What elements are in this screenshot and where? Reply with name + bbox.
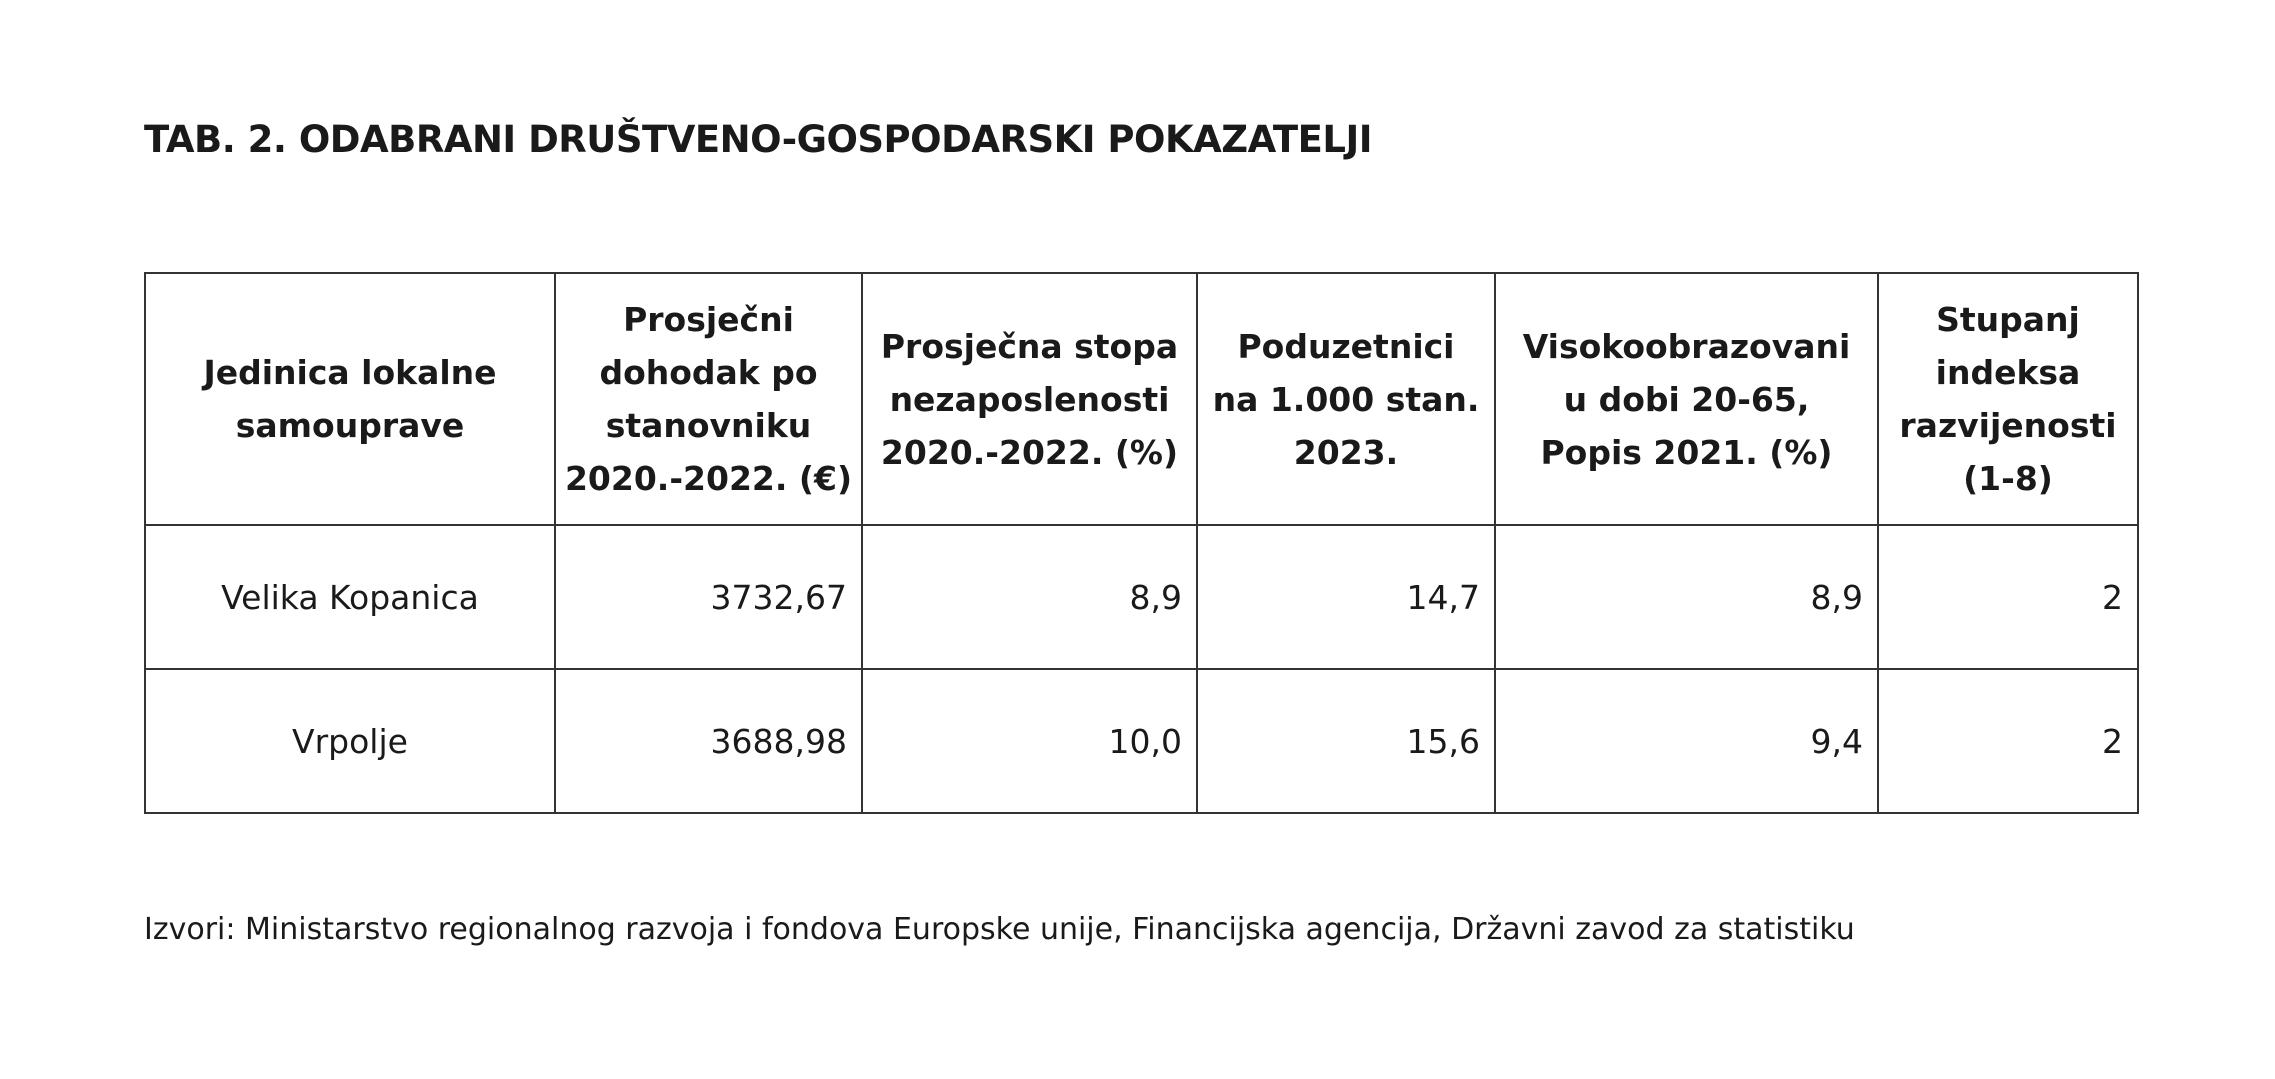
header-local-unit	[145, 273, 555, 525]
header-line: 2020.-2022. (%)	[880, 432, 1179, 472]
header-line: Prosječna stopa	[880, 326, 1179, 366]
cell-unemployment-rate: 8,9	[862, 525, 1197, 669]
header-line: Popis 2021. (%)	[1540, 432, 1833, 472]
header-line: Poduzetnici	[1237, 326, 1455, 366]
header-line: u dobi 20-65,	[1563, 379, 1810, 419]
cell-entrepreneurs: 15,6	[1197, 669, 1495, 813]
indicators-table	[144, 272, 2139, 814]
cell-average-income: 3732,67	[555, 525, 862, 669]
header-entrepreneurs	[1197, 273, 1495, 525]
cell-unemployment-rate: 10,0	[862, 669, 1197, 813]
header-development-index	[1878, 273, 2138, 525]
header-line: dohodak po	[599, 353, 818, 392]
header-line: Jedinica lokalne	[203, 353, 497, 392]
header-row	[145, 273, 2138, 525]
header-line: samouprave	[235, 406, 465, 445]
source-note: Izvori: Ministarstvo regionalnog razvoja i fondova Europske unije, Financijska agencija, Državni zavod za statistiku	[144, 912, 1855, 947]
cell-development-index: 2	[1878, 525, 2138, 669]
header-average-income	[555, 273, 862, 525]
header-line: 2023.	[1293, 432, 1399, 472]
header-line: (1-8)	[1963, 459, 2053, 498]
cell-entrepreneurs: 14,7	[1197, 525, 1495, 669]
header-line: stanovniku	[605, 406, 812, 445]
table-row	[145, 525, 2138, 669]
header-highly-educated	[1495, 273, 1878, 525]
cell-local-unit: Vrpolje	[145, 669, 555, 813]
header-line: Prosječni	[623, 300, 794, 339]
header-line: nezaposlenosti	[889, 379, 1170, 419]
header-line: Stupanj	[1936, 300, 2080, 339]
cell-average-income: 3688,98	[555, 669, 862, 813]
table-row	[145, 669, 2138, 813]
header-line: na 1.000 stan.	[1212, 379, 1480, 419]
header-line: indeksa	[1935, 353, 2081, 392]
header-line: Visokoobrazovani	[1522, 326, 1851, 366]
cell-development-index: 2	[1878, 669, 2138, 813]
header-unemployment-rate	[862, 273, 1197, 525]
header-line: 2020.-2022. (€)	[564, 459, 853, 498]
header-line: razvijenosti	[1899, 406, 2117, 445]
table-title: TAB. 2. ODABRANI DRUŠTVENO-GOSPODARSKI POKAZATELJI	[144, 118, 1373, 161]
cell-local-unit: Velika Kopanica	[145, 525, 555, 669]
cell-highly-educated: 9,4	[1495, 669, 1878, 813]
cell-highly-educated: 8,9	[1495, 525, 1878, 669]
